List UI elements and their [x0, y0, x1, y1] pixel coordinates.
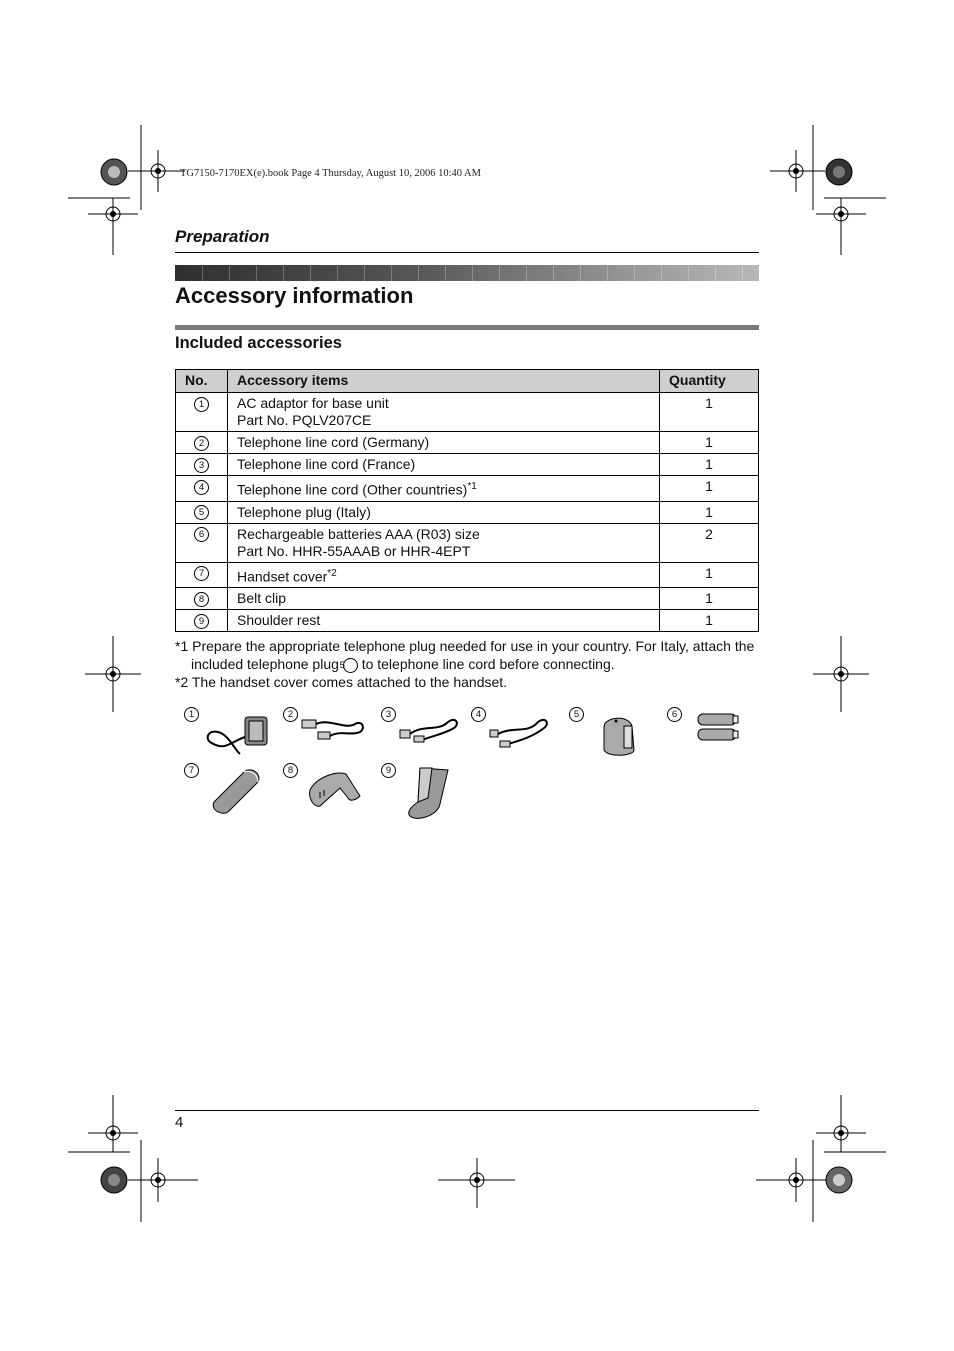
footnotes — [175, 637, 765, 691]
row-quantity: 1 — [660, 476, 759, 502]
row-quantity: 1 — [660, 393, 759, 432]
page-number: 4 — [175, 1114, 184, 1131]
row-number — [176, 476, 228, 502]
item-name: Rechargeable batteries AAA (R03) size — [237, 525, 480, 542]
row-number — [176, 610, 228, 632]
circled-number: 1 — [194, 397, 209, 412]
row-item — [228, 432, 660, 454]
item-name: AC adaptor for base unit — [237, 395, 389, 411]
item-name: Telephone line cord (France) — [237, 456, 416, 472]
circled-number: 5 — [194, 505, 209, 520]
row-item — [228, 454, 660, 476]
section-rule — [175, 252, 759, 253]
section-label: Preparation — [175, 227, 270, 246]
table-row — [176, 454, 759, 476]
footnote-1: *1 Prepare the appropriate telephone plug needed for use in your country. For Italy, attach the included telephone plug 5 to telephone line cord before connecting. — [175, 638, 755, 672]
row-number — [176, 454, 228, 476]
illus-label-3: 3 — [381, 707, 396, 722]
circled-number: 3 — [194, 458, 209, 473]
row-number — [176, 432, 228, 454]
belt-clip-icon — [306, 766, 366, 811]
table-row — [176, 476, 759, 502]
title-gradient-bar — [175, 265, 759, 281]
telephone-plug-icon — [598, 712, 643, 760]
illus-label-8: 8 — [283, 763, 298, 778]
header-qty: Quantity — [660, 370, 759, 393]
row-item — [228, 610, 660, 632]
row-item — [228, 476, 660, 502]
footnote-2: *2 The handset cover comes attached to the handset. — [175, 674, 508, 690]
circled-number: 7 — [194, 566, 209, 581]
row-quantity: 1 — [660, 562, 759, 588]
table-header-row — [176, 370, 759, 393]
illus-label-6: 6 — [667, 707, 682, 722]
row-number — [176, 501, 228, 523]
table-row — [176, 610, 759, 632]
illus-label-1: 1 — [184, 707, 199, 722]
header-items: Accessory items — [228, 370, 660, 393]
table-row — [176, 562, 759, 588]
item-name: Telephone line cord (Other countries) — [237, 481, 468, 498]
item-name: Telephone plug (Italy) — [237, 503, 371, 520]
row-item — [228, 588, 660, 610]
circled-number: 2 — [194, 436, 209, 451]
line-cord-other-icon — [488, 714, 553, 749]
illus-label-9: 9 — [381, 763, 396, 778]
subtitle-bar — [175, 325, 759, 330]
row-item — [228, 523, 660, 562]
row-quantity: 1 — [660, 588, 759, 610]
table-row — [176, 501, 759, 523]
illus-label-5: 5 — [569, 707, 584, 722]
row-number — [176, 588, 228, 610]
part-number: Part No. PQLV207CE — [237, 412, 372, 428]
row-quantity: 2 — [660, 523, 759, 562]
illus-label-7: 7 — [184, 763, 199, 778]
circled-number: 4 — [194, 480, 209, 495]
footnote-ref: *2 — [327, 567, 337, 579]
row-quantity: 1 — [660, 501, 759, 523]
row-item — [228, 501, 660, 523]
footer-rule — [175, 1110, 759, 1111]
circled-number: 8 — [194, 592, 209, 607]
subtitle: Included accessories — [175, 334, 342, 352]
row-quantity: 1 — [660, 454, 759, 476]
row-quantity: 1 — [660, 610, 759, 632]
accessory-table — [175, 369, 759, 632]
page-title: Accessory information — [175, 283, 414, 308]
row-number — [176, 393, 228, 432]
handset-cover-icon — [206, 766, 266, 816]
item-name: Shoulder rest — [237, 612, 321, 629]
line-cord-germany-icon — [300, 714, 375, 744]
item-name: Telephone line cord (Germany) — [237, 434, 430, 450]
row-item — [228, 393, 660, 432]
batteries-icon — [695, 712, 745, 744]
circled-number: 6 — [194, 527, 209, 542]
table-row — [176, 523, 759, 562]
print-info: TG7150-7170EX(e).book Page 4 Thursday, August 10, 2006 10:40 AM — [180, 168, 481, 179]
part-number: Part No. HHR-55AAAB or HHR-4EPT — [237, 542, 471, 559]
circled-number: 9 — [194, 614, 209, 629]
header-no: No. — [176, 370, 228, 393]
table-row — [176, 588, 759, 610]
table-row — [176, 393, 759, 432]
row-quantity: 1 — [660, 432, 759, 454]
item-name: Belt clip — [237, 590, 287, 607]
row-number — [176, 523, 228, 562]
ac-adaptor-icon — [200, 712, 275, 757]
item-name: Handset cover — [237, 568, 328, 585]
illus-label-2: 2 — [283, 707, 298, 722]
illus-label-4: 4 — [471, 707, 486, 722]
row-number — [176, 562, 228, 588]
table-body — [176, 393, 759, 632]
table-row — [176, 432, 759, 454]
circled-number: 5 — [343, 658, 358, 673]
shoulder-rest-icon — [404, 764, 454, 826]
footnote-ref: *1 — [467, 481, 477, 492]
row-item — [228, 562, 660, 588]
line-cord-france-icon — [398, 714, 463, 744]
